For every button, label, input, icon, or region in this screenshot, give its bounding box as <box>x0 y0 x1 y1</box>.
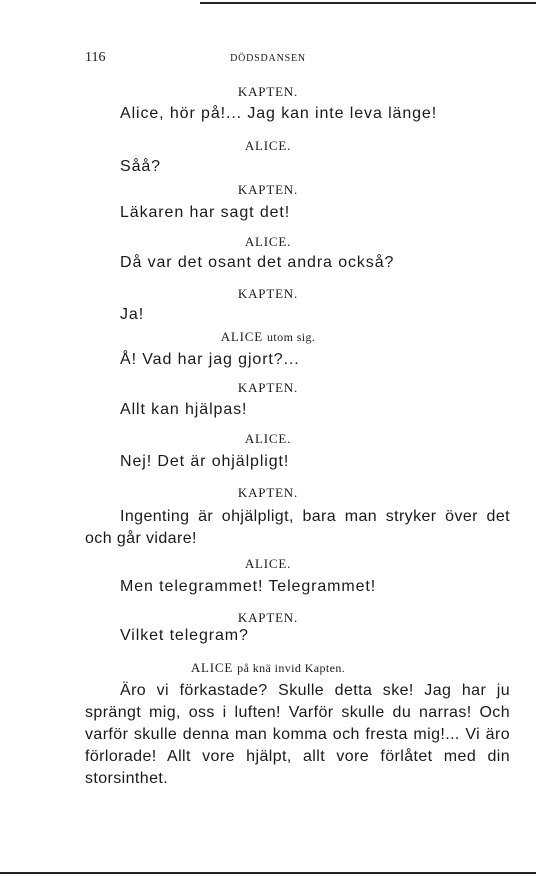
speaker-label: ALICE. <box>244 431 292 446</box>
top-edge-line <box>200 2 536 4</box>
dialogue-line: Men telegrammet! Telegrammet! <box>120 578 377 595</box>
speaker-label: KAPTEN. <box>237 286 299 301</box>
speaker-name: ALICE <box>220 329 263 344</box>
speaker-label: ALICE. <box>244 138 292 153</box>
speaker-label: ALICE. <box>244 234 292 249</box>
dialogue-line: Då var det osant det andra också? <box>120 254 395 271</box>
dialogue-line: Läkaren har sagt det! <box>120 204 291 221</box>
speaker-label: KAPTEN. <box>237 380 299 395</box>
dialogue-line: Å! Vad har jag gjort?... <box>120 351 300 368</box>
speaker-label: ALICE. <box>244 556 292 571</box>
dialogue-line: Vilket telegram? <box>120 627 249 644</box>
dialogue-line: Ja! <box>120 306 145 323</box>
dialogue-paragraph: Äro vi förkastade? Skulle detta ske! Jag har ju sprängt mig, oss i luften! Varför skulle du narras! Och varför skulle denna man komma och fresta mig!... Vi äro förlorade! Allt vore hjälpt, allt vore förlåtet med din storsinthet. <box>85 682 510 787</box>
stage-direction: på knä invid Kapten. <box>237 661 346 675</box>
bottom-edge-line <box>0 872 536 874</box>
dialogue-line: Allt kan hjälpas! <box>120 401 248 418</box>
page-number: 116 <box>85 50 106 65</box>
dialogue-line: Såå? <box>120 158 161 175</box>
speaker-label: KAPTEN. <box>237 182 299 197</box>
speaker-label <box>0 329 536 345</box>
speaker-label: KAPTEN. <box>237 485 299 500</box>
speaker-label <box>0 660 536 676</box>
dialogue-line: Alice, hör på!... Jag kan inte leva länge! <box>120 105 438 122</box>
speaker-name: ALICE <box>190 660 234 675</box>
speaker-label: KAPTEN. <box>237 610 299 625</box>
dialogue-paragraph: Ingenting är ohjälpligt, bara man stryker över det och går vidare! <box>85 508 510 547</box>
stage-direction: utom sig. <box>267 330 316 344</box>
running-title: DÖDSDANSEN <box>230 53 306 64</box>
speaker-label: KAPTEN. <box>237 84 299 99</box>
dialogue-line: Nej! Det är ohjälpligt! <box>120 453 290 470</box>
